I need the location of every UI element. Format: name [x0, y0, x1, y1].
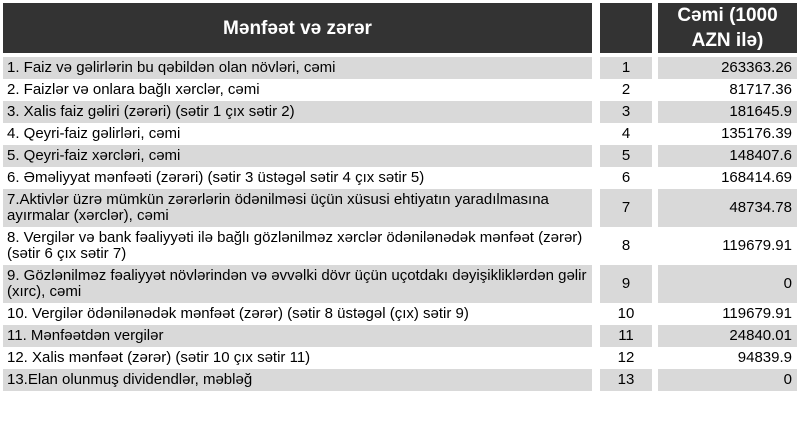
table-row — [3, 265, 797, 303]
row-value: 0 — [658, 265, 797, 303]
row-label: 4. Qeyri-faiz gəlirləri, cəmi — [3, 123, 592, 145]
table-row — [3, 57, 797, 79]
row-value: 148407.6 — [658, 145, 797, 167]
row-value: 263363.26 — [658, 57, 797, 79]
row-number: 8 — [592, 227, 658, 265]
row-number: 1 — [592, 57, 658, 79]
table-row — [3, 145, 797, 167]
row-value: 119679.91 — [658, 227, 797, 265]
row-number: 12 — [592, 347, 658, 369]
row-number: 6 — [592, 167, 658, 189]
table-row — [3, 369, 797, 391]
row-label: 12. Xalis mənfəət (zərər) (sətir 10 çıx sətir 11) — [3, 347, 592, 369]
row-number: 4 — [592, 123, 658, 145]
table-body — [3, 57, 797, 391]
row-label: 6. Əməliyyat mənfəəti (zərəri) (sətir 3 üstəgəl sətir 4 çıx sətir 5) — [3, 167, 592, 189]
row-label: 9. Gözlənilməz fəaliyyət növlərindən və əvvəlki dövr üçün uçotdakı dəyişikliklərdən gəlir (xırc), cəmi — [3, 265, 592, 303]
row-value: 94839.9 — [658, 347, 797, 369]
row-number: 3 — [592, 101, 658, 123]
row-value: 181645.9 — [658, 101, 797, 123]
row-number: 10 — [592, 303, 658, 325]
row-value: 0 — [658, 369, 797, 391]
row-label: 7.Aktivlər üzrə mümkün zərərlərin ödənilməsi üçün xüsusi ehtiyatın yaradılmasına ayırmalar (xərclər), cəmi — [3, 189, 592, 227]
row-value: 24840.01 — [658, 325, 797, 347]
row-label: 5. Qeyri-faiz xərcləri, cəmi — [3, 145, 592, 167]
table-row — [3, 303, 797, 325]
row-number: 9 — [592, 265, 658, 303]
table-row — [3, 347, 797, 369]
row-number: 13 — [592, 369, 658, 391]
row-value: 81717.36 — [658, 79, 797, 101]
row-value: 119679.91 — [658, 303, 797, 325]
profit-loss-table — [3, 3, 797, 391]
row-number: 2 — [592, 79, 658, 101]
row-label: 10. Vergilər ödənilənədək mənfəət (zərər) (sətir 8 üstəgəl (çıx) sətir 9) — [3, 303, 592, 325]
table-row — [3, 325, 797, 347]
row-number-header — [592, 3, 658, 57]
table-row — [3, 79, 797, 101]
row-label: 13.Elan olunmuş dividendlər, məbləğ — [3, 369, 592, 391]
table-row — [3, 101, 797, 123]
row-label: 3. Xalis faiz gəliri (zərəri) (sətir 1 çıx sətir 2) — [3, 101, 592, 123]
table-header — [3, 3, 797, 57]
row-label: 2. Faizlər və onlara bağlı xərclər, cəmi — [3, 79, 592, 101]
row-number: 11 — [592, 325, 658, 347]
row-value: 135176.39 — [658, 123, 797, 145]
header-row — [3, 3, 797, 57]
row-number: 5 — [592, 145, 658, 167]
table-row — [3, 167, 797, 189]
row-label: 1. Faiz və gəlirlərin bu qəbildən olan növləri, cəmi — [3, 57, 592, 79]
table-row — [3, 123, 797, 145]
table-title: Mənfəət və zərər — [3, 3, 592, 57]
amount-header: Cəmi (1000 AZN ilə) — [658, 3, 797, 57]
row-value: 168414.69 — [658, 167, 797, 189]
row-value: 48734.78 — [658, 189, 797, 227]
row-number: 7 — [592, 189, 658, 227]
table-row — [3, 227, 797, 265]
row-label: 8. Vergilər və bank fəaliyyəti ilə bağlı gözlənilməz xərclər ödənilənədək mənfəət (zərər) (sətir 6 çıx sətir 7) — [3, 227, 592, 265]
row-label: 11. Mənfəətdən vergilər — [3, 325, 592, 347]
table-row — [3, 189, 797, 227]
